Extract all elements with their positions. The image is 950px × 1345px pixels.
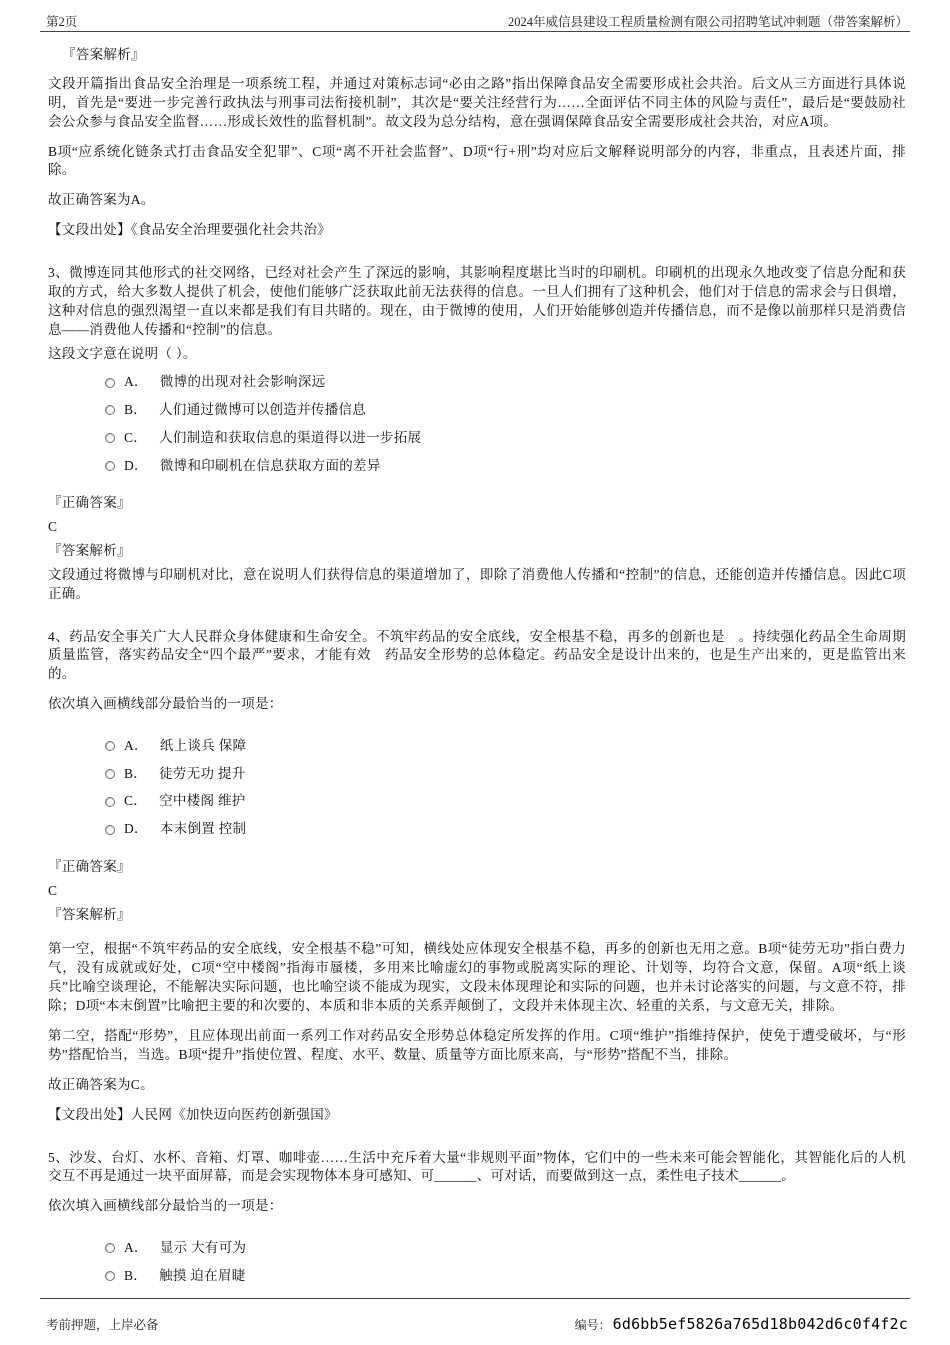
passage-source: 【文段出处】人民网《加快迈向医药创新强国》 — [48, 1106, 338, 1122]
option-letter: A． — [124, 737, 148, 753]
correct-answer-value: C — [48, 519, 58, 535]
option-letter: B． — [124, 1267, 148, 1283]
answer-analysis-heading: 『答案解析』 — [48, 542, 131, 558]
radio-button-icon[interactable] — [105, 741, 115, 751]
option-row-d[interactable] — [48, 816, 906, 844]
correct-answer-heading: 『正确答案』 — [48, 858, 131, 874]
question-4-prompt: 依次填入画横线部分最恰当的一项是： — [48, 696, 283, 712]
answer-conclusion: 故正确答案为C。 — [48, 1076, 154, 1092]
serial-number: 6d6bb5ef5826a765d18b042d6c0f4f2c — [612, 1315, 908, 1333]
radio-button-icon[interactable] — [105, 1243, 115, 1253]
option-letter: B． — [124, 765, 148, 781]
analysis-paragraph: 第一空，根据“不筑牢药品的安全底线，安全根基不稳”可知，横线处应体现安全根基不稳，再多的创新也无用之意。B项“徒劳无功”指白费力气，没有成就或好处，C项“空中楼阁”指海市蜃楼，多用来比喻虚幻的事物或脱离实际的理论、计划等，均符合文意，保留。A项“纸上谈兵”比喻空谈理论，不能解决实际问题，也比喻空谈不能成为现实，文段未体现理论和实际的问题，也并未讨论落实的问题，与文意不符，排除；D项“本末倒置”比喻把主要的和次要的、本质和非本质的关系弄颠倒了，文段并未体现主次、轻重的关系，与文意无关，排除。 — [48, 941, 906, 1014]
option-text: 人们通过微博可以创造并传播信息 — [159, 401, 367, 417]
option-row-b[interactable] — [48, 1262, 906, 1290]
page-header — [46, 12, 908, 30]
option-row-c[interactable] — [48, 424, 906, 452]
question-4-options — [48, 732, 906, 844]
document-title: 2024年威信县建设工程质量检测有限公司招聘笔试冲刺题（带答案解析） — [507, 15, 908, 29]
radio-button-icon[interactable] — [105, 461, 115, 471]
page-number: 第2页 — [46, 15, 78, 29]
question-5-options — [48, 1234, 906, 1290]
radio-button-icon[interactable] — [105, 1271, 115, 1281]
option-row-a[interactable] — [48, 1234, 906, 1262]
option-row-b[interactable] — [48, 760, 906, 788]
analysis-paragraph: 文段通过将微博与印刷机对比，意在说明人们获得信息的渠道增加了，即除了消费他人传播和“控制”的信息，还能创造并传播信息。因此C项正确。 — [48, 566, 906, 601]
option-letter: C． — [124, 793, 148, 809]
option-text: 微博和印刷机在信息获取方面的差异 — [159, 457, 381, 473]
analysis-paragraph: 文段开篇指出食品安全治理是一项系统工程，并通过对策标志词“必由之路”指出保障食品安全需要形成社会共治。后文从三方面进行具体说明，首先是“要进一步完善行政执法与刑事司法衔接机制”，其次是“要关注经营行为……全面评估不同主体的风险与责任”，最后是“要鼓励社会公众参与食品安全监督……形成长效性的监督机制”。故文段为总分结构，意在强调保障食品安全需要形成社会共治，对应A项。 — [48, 75, 906, 129]
radio-button-icon[interactable] — [105, 797, 115, 807]
radio-button-icon[interactable] — [105, 433, 115, 443]
answer-conclusion: 故正确答案为A。 — [48, 192, 155, 208]
question-3-options — [48, 369, 906, 481]
option-letter: C． — [124, 429, 148, 445]
option-text: 纸上谈兵 保障 — [159, 737, 247, 753]
footer-divider — [40, 1298, 910, 1299]
option-letter: D． — [124, 457, 148, 473]
footer-slogan: 考前押题，上岸必备 — [46, 1318, 159, 1332]
main-content — [48, 46, 906, 1304]
option-row-d[interactable] — [48, 452, 906, 480]
option-row-c[interactable] — [48, 788, 906, 816]
question-3-prompt: 这段文字意在说明（ ）。 — [48, 345, 197, 361]
radio-button-icon[interactable] — [105, 405, 115, 415]
question-4-stem: 4、药品安全事关广大人民群众身体健康和生命安全。不筑牢药品的安全底线，安全根基不稳，再多的创新也是 。持续强化药品全生命周期质量监管，落实药品安全“四个最严”要求，才能有效 药品安全形势的总体稳定。药品安全是设计出来的，也是生产出来的，更是监管出来的。 — [48, 628, 906, 682]
serial-label: 编号： — [574, 1318, 611, 1332]
option-text: 触摸 迫在眉睫 — [159, 1267, 246, 1283]
passage-source: 【文段出处】《食品安全治理要强化社会共治》 — [48, 222, 332, 238]
option-letter: A． — [124, 374, 148, 390]
option-row-b[interactable] — [48, 396, 906, 424]
correct-answer-value: C — [48, 882, 58, 898]
option-text: 空中楼阁 维护 — [159, 793, 246, 809]
question-3-stem: 3、微博连同其他形式的社交网络，已经对社会产生了深远的影响，其影响程度堪比当时的印刷机。印刷机的出现永久地改变了信息分配和获取的方式，给大多数人提供了机会，使他们能够广泛获取此前无法获得的信息。一旦人们拥有了这种机会，他们对于信息的需求会与日俱增，这种对信息的强烈渴望一直以来都是我们有目共睹的。现在，由于微博的使用，人们开始能够创造并传播信息，而不是像以前那样只是消费信息——消费他人传播和“控制”的信息。 — [48, 265, 906, 337]
option-text: 人们制造和获取信息的渠道得以进一步拓展 — [159, 429, 422, 445]
option-text: 本末倒置 控制 — [159, 821, 247, 837]
answer-analysis-heading: 『答案解析』 — [48, 906, 131, 922]
header-divider — [40, 31, 910, 32]
radio-button-icon[interactable] — [105, 378, 115, 388]
radio-button-icon[interactable] — [105, 825, 115, 835]
correct-answer-heading: 『正确答案』 — [48, 495, 131, 511]
analysis-paragraph: 第二空，搭配“形势”，且应体现出前面一系列工作对药品安全形势总体稳定所发挥的作用。C项“维护”指维持保护，使免于遭受破坏，与“形势”搭配恰当，当选。B项“提升”指使位置、程度、水平、数量、质量等方面比原来高，与“形势”搭配不当，排除。 — [48, 1027, 906, 1062]
option-text: 显示 大有可为 — [159, 1239, 247, 1255]
analysis-paragraph: B项“应系统化链条式打击食品安全犯罪”、C项“离不开社会监督”、D项“行+刑”均对应后文解释说明部分的内容，非重点，且表述片面，排除。 — [48, 143, 906, 178]
option-letter: A． — [124, 1239, 148, 1255]
page-footer — [46, 1315, 908, 1333]
serial-block — [575, 1315, 908, 1333]
option-text: 微博的出现对社会影响深远 — [159, 374, 326, 390]
option-row-a[interactable] — [48, 369, 906, 397]
question-5-prompt: 依次填入画横线部分最恰当的一项是： — [48, 1198, 283, 1214]
question-5-stem: 5、沙发、台灯、水杯、音箱、灯罩、咖啡壶……生活中充斥着大量“非规则平面”物体，它们中的一些未来可能会智能化，其智能化后的人机交互不再是通过一块平面屏幕，而是会实现物体本身可感知、可______、可对话，而要做到这一点，柔性电子技术______。 — [48, 1149, 906, 1184]
option-letter: D． — [124, 821, 148, 837]
radio-button-icon[interactable] — [105, 769, 115, 779]
answer-analysis-heading: 『答案解析』 — [62, 47, 145, 62]
option-text: 徒劳无功 提升 — [159, 765, 246, 781]
option-letter: B． — [124, 401, 148, 417]
option-row-a[interactable] — [48, 732, 906, 760]
